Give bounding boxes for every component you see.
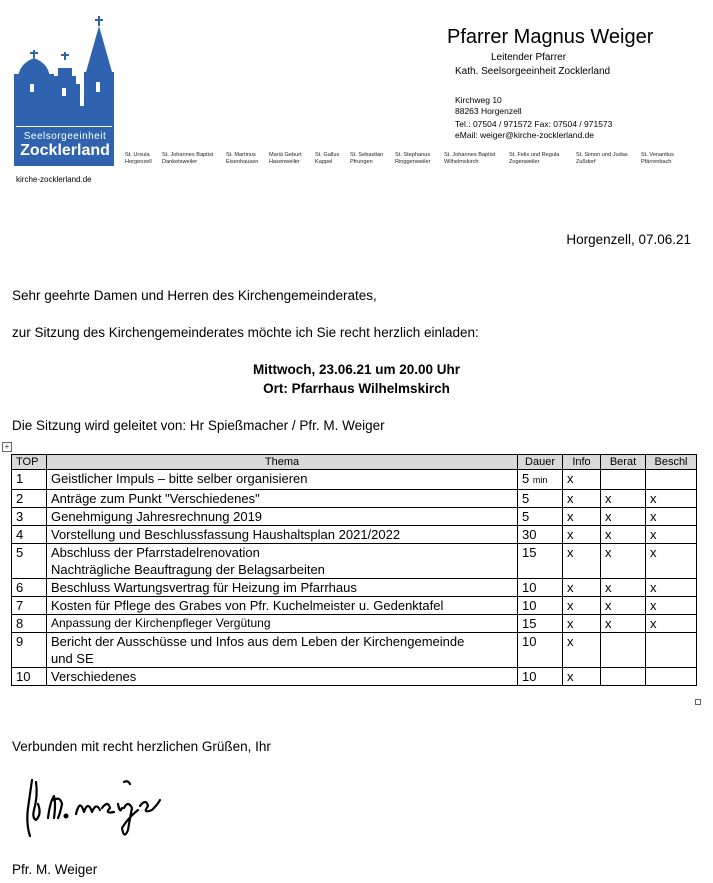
table-row [12,490,697,508]
cell-dauer: 5 [518,490,563,508]
parish-item: St. Felix und Regula Zogenweiler [509,152,560,165]
cell-beschl: x [646,579,697,597]
cell-beschl: x [646,544,697,579]
cell-top: 4 [12,526,47,544]
salutation: Sehr geehrte Damen und Herren des Kirchengemeinderates, [12,288,377,303]
parish-item: St. Martinus Eisenhausen [226,152,259,165]
parish-item: St. Venantius Pfärrenbach [641,152,674,165]
cell-beschl [646,470,697,490]
cell-top: 8 [12,615,47,633]
cell-berat: x [601,526,646,544]
cell-beschl [646,633,697,668]
parish-item: St. Sebastian Pfrungen [350,152,384,165]
chair-text: Die Sitzung wird geleitet von: Hr Spießmacher / Pfr. M. Weiger [12,418,385,433]
cell-top: 2 [12,490,47,508]
letter-date: Horgenzell, 07.06.21 [566,232,691,247]
cell-info: x [563,508,601,526]
cell-top: 1 [12,470,47,490]
header-info: Info [563,455,601,470]
website-link[interactable]: kirche-zocklerland.de [16,175,92,184]
cell-info: x [563,470,601,490]
table-row [12,615,697,633]
cell-thema: Kosten für Pflege des Grabes von Pfr. Kuchelmeister u. Gedenktafel [47,597,518,615]
signature-name: Pfr. M. Weiger [12,862,98,877]
cell-info: x [563,490,601,508]
cell-info: x [563,633,601,668]
table-row [12,579,697,597]
cell-dauer: 10 [518,597,563,615]
cell-berat: x [601,490,646,508]
cell-berat [601,470,646,490]
cell-beschl: x [646,615,697,633]
table-resize-handle[interactable] [695,699,701,705]
sender-title: Leitender Pfarrer [491,52,567,63]
parish-item: St. Stephanus Ringgenweiler [395,152,431,165]
cell-beschl: x [646,508,697,526]
table-row [12,668,697,686]
cell-thema: Geistlicher Impuls – bitte selber organisieren [47,470,518,490]
cell-info: x [563,597,601,615]
header-top: TOP [12,455,47,470]
cell-dauer: 15 [518,615,563,633]
cell-beschl: x [646,597,697,615]
cell-berat: x [601,615,646,633]
cell-top: 9 [12,633,47,668]
cell-info: x [563,579,601,597]
cell-berat [601,668,646,686]
cell-info: x [563,526,601,544]
sender-email[interactable]: eMail: weiger@kirche-zocklerland.de [455,130,595,140]
cell-berat: x [601,597,646,615]
logo-line1: Seelsorgeeinheit [23,131,107,142]
table-row [12,526,697,544]
cell-info: x [563,615,601,633]
parish-item: St. Simon und Judas Zußdorf [576,152,628,165]
cell-dauer: 30 [518,526,563,544]
cell-beschl: x [646,526,697,544]
parish-item: St. Johannes Baptist Wilhelmskirch [444,152,496,165]
parish-item: St. Johannes Baptist Danketsweiler [162,152,214,165]
cell-dauer: 5 min [518,470,563,490]
cell-thema: Anpassung der Kirchenpfleger Vergütung [47,615,518,633]
logo-line2: Zocklerland [20,142,110,159]
sender-street: Kirchweg 10 [455,95,502,105]
cell-thema: Bericht der Ausschüsse und Infos aus dem Leben der Kirchengemeinde und SE [47,633,518,668]
sender-city: 88263 Horgenzell [455,106,522,116]
cell-top: 6 [12,579,47,597]
sender-phone: Tel.: 07504 / 971572 Fax: 07504 / 971573 [455,119,613,129]
cell-top: 3 [12,508,47,526]
table-move-handle-icon[interactable]: + [2,442,12,452]
signature-image [24,774,164,840]
cell-berat [601,633,646,668]
cell-dauer: 5 [518,508,563,526]
header-beschl: Beschl [646,455,697,470]
table-row [12,508,697,526]
cell-info: x [563,544,601,579]
parish-item: Mariä Geburt Hasenweiler [269,152,302,165]
cell-berat: x [601,508,646,526]
cell-top: 10 [12,668,47,686]
cell-thema: Abschluss der Pfarrstadelrenovation Nachträgliche Beauftragung der Belagsarbeiten [47,544,518,579]
cell-top: 7 [12,597,47,615]
table-row [12,470,697,490]
cell-thema: Anträge zum Punkt "Verschiedenes" [47,490,518,508]
duration-unit: min [532,475,548,485]
parish-list [125,152,713,172]
meeting-place: Ort: Pfarrhaus Wilhelmskirch [263,381,450,396]
cell-dauer: 10 [518,579,563,597]
closing-text: Verbunden mit recht herzlichen Grüßen, Ihr [12,739,271,754]
table-row [12,597,697,615]
cell-thema: Vorstellung und Beschlussfassung Haushaltsplan 2021/2022 [47,526,518,544]
table-row [12,633,697,668]
cell-top: 5 [12,544,47,579]
cell-dauer: 15 [518,544,563,579]
cell-berat: x [601,579,646,597]
table-header-row [12,455,697,470]
header-berat: Berat [601,455,646,470]
cell-thema: Genehmigung Jahresrechnung 2019 [47,508,518,526]
cell-dauer: 10 [518,668,563,686]
header-dauer: Dauer [518,455,563,470]
intro-text: zur Sitzung des Kirchengemeinderates möchte ich Sie recht herzlich einladen: [12,325,479,340]
agenda-table [11,454,697,686]
cell-thema: Beschluss Wartungsvertrag für Heizung im Pfarrhaus [47,579,518,597]
parish-item: St. Gallus Kappel [315,152,340,165]
cell-dauer: 10 [518,633,563,668]
header-thema: Thema [47,455,518,470]
cell-beschl: x [646,490,697,508]
sender-unit: Kath. Seelsorgeeinheit Zocklerland [455,66,611,77]
meeting-date: Mittwoch, 23.06.21 um 20.00 Uhr [252,362,461,377]
parish-item: St. Ursula Horgenzell [125,152,152,165]
cell-berat: x [601,544,646,579]
cell-info: x [563,668,601,686]
table-row [12,544,697,579]
cell-beschl [646,668,697,686]
sender-name: Pfarrer Magnus Weiger [447,26,654,48]
cell-thema: Verschiedenes [47,668,518,686]
